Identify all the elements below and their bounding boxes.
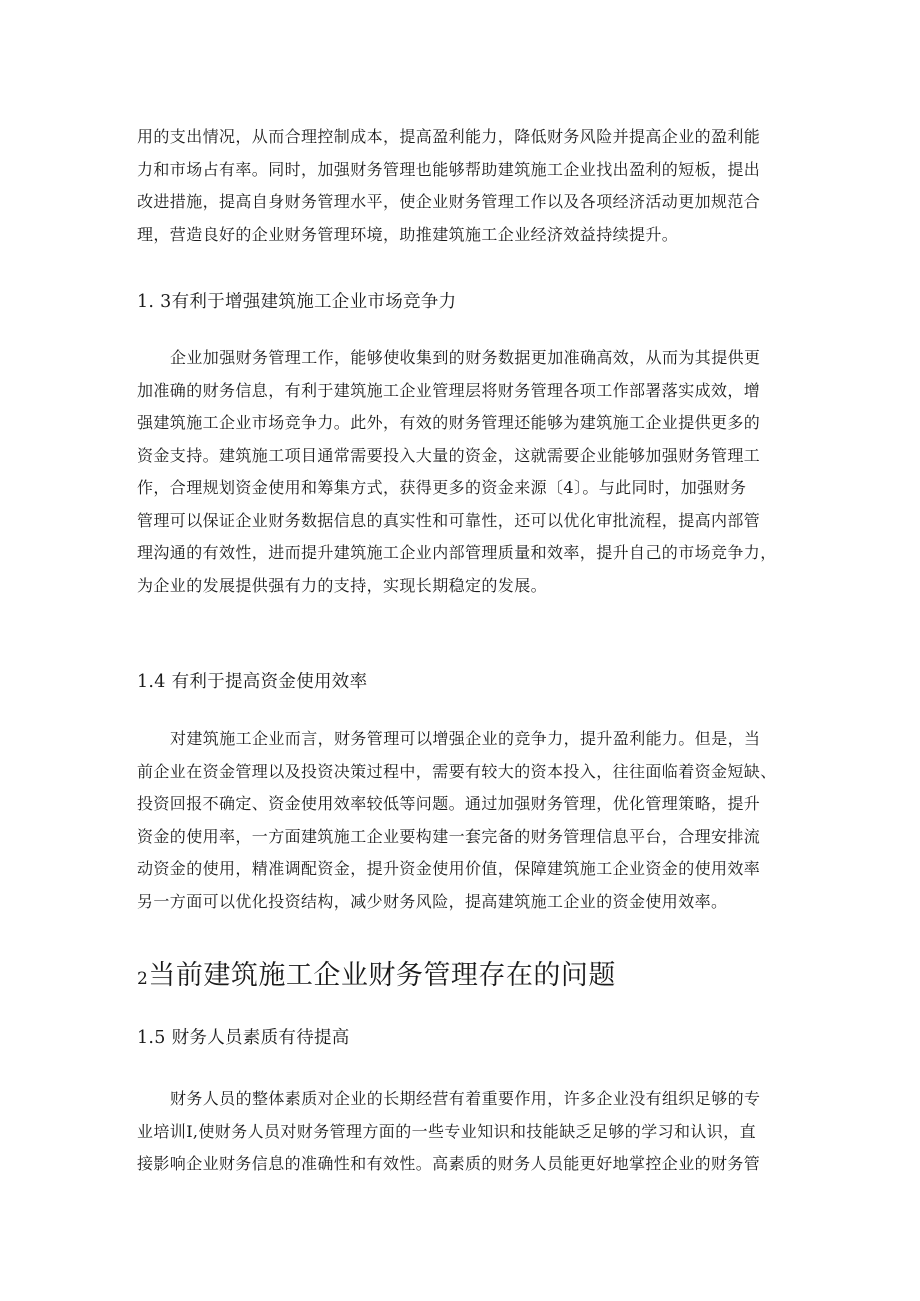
paragraph-1-4 xyxy=(137,723,787,918)
paragraph-line: 强建筑施工企业市场竞争力。此外，有效的财务管理还能够为建筑施工企业提供更多的 xyxy=(137,413,761,432)
heading-1-4-text: 1.4 有利于提高资金使用效率 xyxy=(137,672,368,692)
paragraph-line: 力和市场占有率。同时，加强财务管理也能够帮助建筑施工企业找出盈利的短板，提出 xyxy=(137,159,761,179)
paragraph-line: 改进措施，提高自身财务管理水平，使企业财务管理工作以及各项经济活动更加规范合 xyxy=(137,192,761,211)
paragraph-line: 财务人员的整体素质对企业的长期经营有着重要作用，许多企业没有组织足够的专 xyxy=(170,1089,761,1108)
heading-2-title: 当前建筑施工企业财务管理存在的问题 xyxy=(148,960,616,991)
paragraph-line: 管理可以保证企业财务数据信息的真实性和可靠性，还可以优化审批流程，提高内部管 xyxy=(137,510,761,530)
intro-paragraph xyxy=(137,121,787,251)
heading-2-text xyxy=(137,958,787,997)
heading-1-3-text: 1. 3有利于增强建筑施工企业市场竞争力 xyxy=(137,292,457,312)
paragraph-line: 另一方面可以优化投资结构，减少财务风险，提高建筑施工企业的资金使用效率。 xyxy=(137,891,728,911)
paragraph-line: 动资金的使用，精准调配资金，提升资金使用价值，保障建筑施工企业资金的使用效率 xyxy=(137,859,761,878)
paragraph-line: 用的支出情况，从而合理控制成本，提高盈利能力，降低财务风险并提高企业的盈利能 xyxy=(137,127,761,146)
paragraph-line: 为企业的发展提供强有力的支持，实现长期稳定的发展。 xyxy=(137,575,548,595)
paragraph-line: 企业加强财务管理工作，能够使收集到的财务数据更加准确高效，从而为其提供更 xyxy=(170,348,761,367)
heading-1-5-text: 1.5 财务人员素质有待提高 xyxy=(137,1028,350,1048)
paragraph-1-5 xyxy=(137,1083,787,1181)
paragraph-line: 接影响企业财务信息的准确性和有效性。高素质的财务人员能更好地掌控企业的财务管 xyxy=(137,1154,761,1173)
chapter-heading-2 xyxy=(137,958,787,997)
section-heading-1-5 xyxy=(137,1026,787,1050)
paragraph-line: 作，合理规划资金使用和筹集方式，获得更多的资金来源〔4〕。与此同时，加强财务 xyxy=(137,478,747,497)
paragraph-line: 资金支持。建筑施工项目通常需要投入大量的资金，这就需要企业能够加强财务管理工 xyxy=(137,445,761,465)
heading-2-number: 2 xyxy=(137,969,149,989)
paragraph-line: 理，营造良好的企业财务管理环境，助推建筑施工企业经济效益持续提升。 xyxy=(137,224,679,244)
paragraph-line: 加准确的财务信息，有利于建筑施工企业管理层将财务管理各项工作部署落实成效，增 xyxy=(137,380,761,400)
paragraph-line: 业培训I,使财务人员对财务管理方面的一些专业知识和技能缺乏足够的学习和认识，直 xyxy=(137,1121,757,1141)
section-heading-1-4 xyxy=(137,670,787,694)
paragraph-line: 对建筑施工企业而言，财务管理可以增强企业的竞争力，提升盈利能力。但是，当 xyxy=(170,729,761,748)
paragraph-1-3 xyxy=(137,342,787,602)
section-heading-1-3 xyxy=(137,290,787,314)
paragraph-line: 前企业在资金管理以及投资决策过程中，需要有较大的资本投入，往往面临着资金短缺、 xyxy=(137,761,777,781)
paragraph-line: 资金的使用率，一方面建筑施工企业要构建一套完备的财务管理信息平台，合理安排流 xyxy=(137,826,761,846)
paragraph-line: 投资回报不确定、资金使用效率较低等问题。通过加强财务管理，优化管理策略，提升 xyxy=(137,794,761,813)
paragraph-line: 理沟通的有效性，进而提升建筑施工企业内部管理质量和效率，提升自己的市场竞争力， xyxy=(137,543,777,562)
